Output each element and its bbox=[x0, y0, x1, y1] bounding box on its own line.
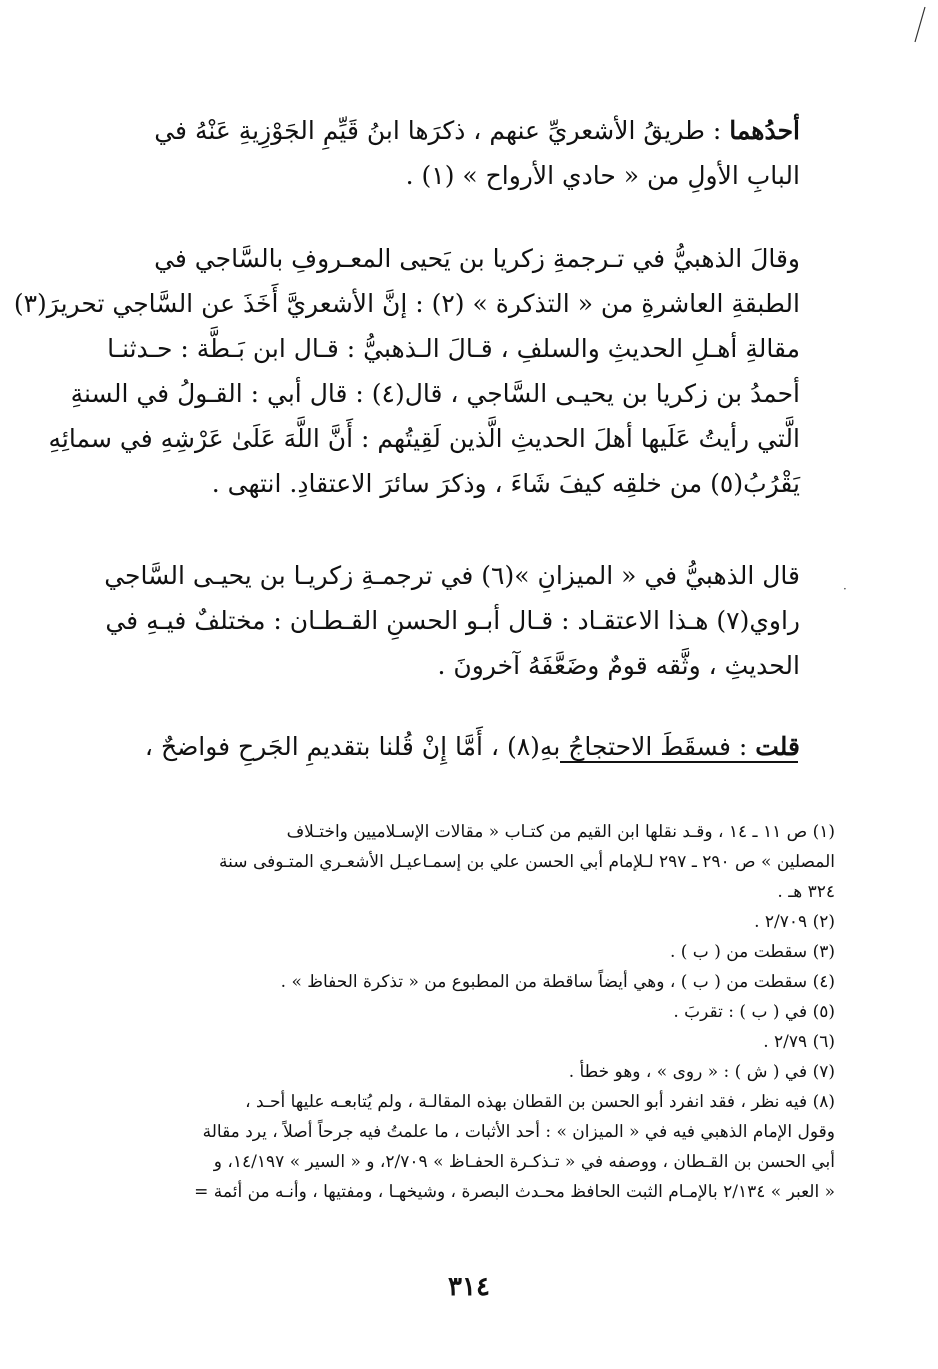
paragraph-4-line-1-text: : فسقَطَ الاحتجاجُ بهِ(٨) ، أَمَّا إِنْ قُلنا بتقديمِ الجَرحِ فواضحٌ ، bbox=[144, 732, 756, 761]
paragraph-1-lead: أحدُهما bbox=[729, 116, 800, 145]
footnote-1-line-2: المصلين » ص ٢٩٠ ـ ٢٩٧ لـلإمام أبي الحسن علي بن إسمـاعيـل الأشعـري المتـوفى سنة bbox=[219, 852, 835, 872]
paragraph-1-line-1 bbox=[134, 108, 800, 153]
paragraph-2-line-1: وقالَ الذهبيُّ في تـرجمةِ زكريا بن يَحيى المعـروفِ بالسَّاجي في bbox=[154, 244, 800, 273]
paragraph-2-line-6: يَقْرُبُ(٥) من خلقِه كيفَ شَاءَ ، وذكرَ سائرَ الاعتقادِ. انتهى . bbox=[211, 469, 800, 498]
footnote-5: (٥) في ( ب ) : تقربَ . bbox=[673, 1002, 835, 1022]
footnote-8-line-4: « العبر » ٢/١٣٤ بالإمـام الثبت الحافظ محـدث البصرة ، وشيخهـا ، ومفتيها ، وأنـه من أئمة = bbox=[194, 1182, 835, 1202]
paragraph-4-lead: قلت bbox=[755, 732, 800, 761]
paragraph-1-line-2: البابِ الأولِ من « حادي الأرواح » (١) . bbox=[405, 161, 800, 190]
footnotes bbox=[123, 817, 835, 1207]
footnote-separator bbox=[560, 761, 798, 763]
pen-stroke-mark bbox=[913, 6, 927, 44]
paragraph-2-line-2: الطبقةِ العاشرةِ من « التذكرة » (٢) : إنَّ الأشعريَّ أَخَذَ عن السَّاجي تحريرَ(٣) bbox=[13, 289, 800, 318]
paragraph-1-line-1-text: : طريقُ الأشعريِّ عنهم ، ذكرَها ابنُ قَيِّمِ الجَوْزِيةِ عَنْهُ في bbox=[154, 116, 730, 145]
paragraph-3-line-3: الحديثِ ، وثَّقه قومٌ وضَعَّفَهُ آخرونَ . bbox=[437, 651, 800, 680]
paragraph-3-line-2: راوي(٧) هـذا الاعتقـاد : قـال أبـو الحسنِ القـطـان : مختلفٌ فيـهِ في bbox=[105, 606, 800, 635]
paragraph-3-line-1: قال الذهبيُّ في « الميزانِ »(٦) في ترجمـةِ زكريـا بن يحيـى السَّاجي bbox=[104, 561, 800, 590]
footnote-1-line-3: ٣٢٤ هـ . bbox=[777, 882, 835, 902]
page-number: ٣١٤ bbox=[448, 1272, 490, 1302]
paragraph-2 bbox=[13, 236, 800, 506]
footnote-1-line-1: (١) ص ١١ ـ ١٤ ، وقـد نقلها ابن القيم من كتـاب « مقالات الإسـلاميين واختـلاف bbox=[286, 822, 835, 842]
footnote-8-line-3: أبي الحسن بن القـطان ، ووصفه في « تـذكـرة الحفـاظ » ٢/٧٠٩، و « السير » ١٤/١٩٧، و bbox=[213, 1152, 835, 1172]
paragraph-3 bbox=[104, 553, 800, 688]
footnote-2: (٢) ٢/٧٠٩ . bbox=[754, 912, 835, 932]
paragraph-2-line-3: مقالةِ أهـلِ الحديثِ والسلفِ ، قـالَ الـذهبيُّ : قـال ابن بَـطَّة : حـدثنـا bbox=[107, 334, 800, 363]
footnote-7: (٧) في ( ش ) : « روى » ، وهو خطأ . bbox=[568, 1062, 835, 1082]
paragraph-2-line-4: أحمدُ بن زكريا بن يحيـى السَّاجي ، قال(٤) : قال أبي : القـولُ في السنةِ bbox=[70, 379, 800, 408]
footnote-8-line-2: وقول الإمام الذهبي فيه في « الميزان » : أحد الأثبات ، ما علمتُ فيه جرحاً أصلاً ، يرد مقالة bbox=[202, 1122, 835, 1142]
footnote-6: (٦) ٢/٧٩ . bbox=[763, 1032, 835, 1052]
footnote-3: (٣) سقطت من ( ب ) . bbox=[669, 942, 835, 962]
footnote-4: (٤) سقطت من ( ب ) ، وهي أيضاً ساقطة من المطبوع من « تذكرة الحفاظ » . bbox=[280, 972, 835, 992]
paragraph-1 bbox=[134, 108, 800, 198]
paragraph-2-line-5: الَّتي رأيتُ عَلَيها أهلَ الحديثِ الَّذين لَقِيتُهم : أَنَّ اللَّهَ عَلَىٰ عَرْشِهِ في سمائِهِ bbox=[48, 424, 800, 453]
footnote-8-line-1: (٨) فيه نظر ، فقد انفرد أبو الحسن بن القطان بهذه المقالـة ، ولم يُتابعـه عليها أحـد ، bbox=[245, 1092, 835, 1112]
margin-speck: · bbox=[843, 582, 847, 596]
